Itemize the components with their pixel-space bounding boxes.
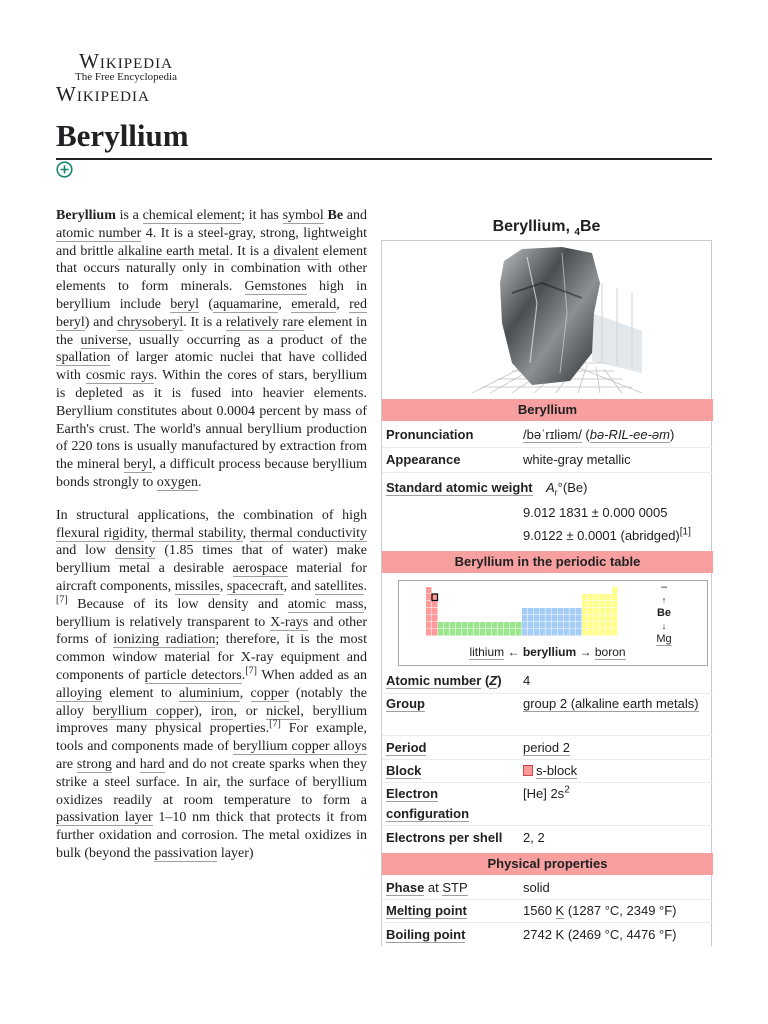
pt-cell: [540, 608, 546, 615]
reference[interactable]: [1]: [679, 526, 691, 538]
group-label: [386, 694, 518, 714]
pt-navigation: lithium ← beryllium → boron: [469, 645, 626, 659]
reference[interactable]: [7]: [56, 594, 68, 606]
pt-cell: [474, 622, 480, 629]
pt-cell: [510, 629, 516, 636]
pt-cell: [426, 594, 432, 601]
pt-cell: [606, 601, 612, 608]
pt-above: –: [660, 581, 668, 593]
link[interactable]: symbol: [282, 208, 324, 223]
row-separator: [382, 759, 713, 760]
melting-link[interactable]: Melting point: [386, 903, 467, 918]
row-separator: [382, 472, 713, 473]
periodic-table-header: Beryllium in the periodic table: [382, 551, 713, 573]
pt-cell: [534, 629, 540, 636]
period-label: [386, 738, 518, 758]
pt-cell: [432, 608, 438, 615]
period-value: [523, 738, 713, 758]
pt-cell: [600, 601, 606, 608]
pt-cell: [480, 622, 486, 629]
link[interactable]: beryllium copper: [92, 703, 194, 719]
pt-cell: [492, 622, 498, 629]
reference[interactable]: [7]: [269, 718, 281, 730]
pt-cell: [600, 594, 606, 601]
pt-cell: [594, 594, 600, 601]
pt-cell: [612, 622, 618, 629]
pt-cell: [588, 629, 594, 636]
pt-cell: [528, 629, 534, 636]
pt-cell: [576, 622, 582, 629]
pt-cell: [606, 629, 612, 636]
atomic-number-link[interactable]: Atomic number: [386, 673, 482, 688]
config-value: [He] $2s^2$: [523, 784, 570, 801]
phase-value: solid: [523, 880, 550, 895]
link[interactable]: density: [115, 543, 156, 559]
pt-cell: [594, 608, 600, 615]
group-link[interactable]: Group: [386, 696, 425, 711]
pt-cell: [582, 615, 588, 622]
link[interactable]: universe: [80, 332, 128, 348]
paragraph-1: Beryllium is a chemical element; it has symbol Be and atomic number 4. It is a steel-gray, strong, lightweight and brittle alkaline earth metal. It is a divalent element that occurs naturally only in combination with other elements to form minerals. Gemstones high in beryllium include beryl (aquamarine, emerald, red beryl) and chrysoberyl. It is a relatively rare element in the universe, usually occurring as a product of the spallation of larger atomic nuclei that have collided with cosmic rays. Within the cores of stars, beryllium is depleted as it is fused into heavier elements. Beryllium constitutes about 0.0004 percent by mass of Earth's crust. The world's annual beryllium production of 220 tons is usually manufactured by extraction from the mineral beryl, a difficult process because beryllium bonds strongly to oxygen.: [56, 208, 368, 490]
pt-cell: [522, 629, 528, 636]
pt-cell: [426, 629, 432, 636]
ipa-link[interactable]: /bəˈrɪliəm/: [523, 427, 582, 442]
link[interactable]: relatively rare: [225, 314, 305, 330]
pt-cell: [528, 608, 534, 615]
pronunciation-value: /bəˈrɪliəm/ (bə-RIL-ee-əm): [523, 427, 675, 442]
pt-cell: [594, 601, 600, 608]
periodic-table-mini[interactable]: [426, 587, 676, 643]
link[interactable]: beryl: [170, 296, 200, 312]
pt-cell: [522, 608, 528, 615]
s-block-swatch: [523, 765, 533, 776]
article-body: [56, 207, 367, 878]
pt-cell: [474, 629, 480, 636]
plus-circle-icon[interactable]: [56, 161, 73, 178]
pt-cell: [504, 622, 510, 629]
link[interactable]: spallation: [56, 350, 111, 366]
pt-cell: [432, 601, 438, 608]
link[interactable]: passivation layer: [56, 810, 153, 826]
pt-cell: [570, 629, 576, 636]
link[interactable]: red beryl: [56, 296, 367, 330]
pt-up-arrow: ↑: [661, 595, 667, 605]
link[interactable]: strong: [76, 756, 112, 772]
boiling-link[interactable]: Boiling point: [386, 927, 466, 942]
pt-cell: [534, 622, 540, 629]
pt-cell: [498, 622, 504, 629]
config-link[interactable]: Electron configuration: [386, 786, 470, 821]
group-value-link[interactable]: group 2 (alkaline earth metals): [523, 696, 699, 711]
pt-cell: [468, 629, 474, 636]
appearance-label: Appearance: [386, 452, 461, 467]
pt-cell: [540, 615, 546, 622]
row-separator: [382, 735, 713, 736]
pt-cell: [528, 622, 534, 629]
link[interactable]: ionizing radiation: [113, 632, 216, 648]
link[interactable]: thermal conductivity: [250, 525, 368, 541]
stp-link[interactable]: STP: [442, 880, 468, 895]
pt-cell: [486, 622, 492, 629]
respell-link[interactable]: bə-RIL-ee-əm: [589, 427, 670, 442]
pt-cell: [558, 615, 564, 622]
pt-cell: [582, 594, 588, 601]
link[interactable]: hard: [139, 756, 165, 772]
infobox: [381, 214, 712, 946]
pt-cell: [438, 622, 444, 629]
pt-cell: [594, 629, 600, 636]
atomic-number-value: 4: [523, 673, 531, 688]
pt-cell: [564, 608, 570, 615]
block-link[interactable]: Block: [386, 763, 422, 778]
pt-cell: [564, 615, 570, 622]
period-value-link[interactable]: period 2: [523, 740, 570, 755]
pt-cell: [480, 629, 486, 636]
pt-cell: [432, 615, 438, 622]
pt-cell: [534, 608, 540, 615]
link[interactable]: alkaline earth metal: [117, 243, 230, 259]
link[interactable]: oxygen: [156, 474, 198, 490]
pt-cell: [498, 629, 504, 636]
pt-cell: [552, 615, 558, 622]
pt-cell: [582, 629, 588, 636]
pt-cell: [456, 622, 462, 629]
pt-cell: [486, 629, 492, 636]
link[interactable]: spacecraft: [226, 578, 284, 594]
pt-cell: [612, 587, 618, 594]
group-value: [523, 694, 713, 714]
pt-cell: [606, 622, 612, 629]
link[interactable]: emerald: [291, 296, 337, 312]
shell-label: Electrons per shell: [386, 830, 503, 845]
pt-cell: [588, 608, 594, 615]
pt-cell: [564, 622, 570, 629]
page-title: Beryllium: [56, 118, 189, 153]
pt-cell: [522, 622, 528, 629]
link[interactable]: missiles: [174, 578, 220, 594]
pt-cell: [462, 629, 468, 636]
pt-cell: [432, 629, 438, 636]
melting-label: [386, 901, 518, 921]
boiling-label: [386, 925, 518, 945]
pt-cell: [456, 629, 462, 636]
pt-cell: [540, 629, 546, 636]
atomic-weight-symbol: $A_r^\circ(Be)$: [546, 480, 588, 498]
pt-cell: [600, 629, 606, 636]
period-link[interactable]: Period: [386, 740, 427, 755]
pt-cell: [606, 608, 612, 615]
pt-cell: [546, 615, 552, 622]
pt-cell: [450, 622, 456, 629]
pt-cell: [492, 629, 498, 636]
appearance-value: white-gray metallic: [523, 452, 631, 467]
pt-cell: [438, 629, 444, 636]
pt-cell: [426, 622, 432, 629]
pt-cell: [450, 629, 456, 636]
pt-cell: [540, 622, 546, 629]
link[interactable]: iron: [210, 703, 234, 719]
row-separator: [382, 782, 713, 783]
beryllium-photo[interactable]: [442, 243, 652, 397]
row-separator: [382, 825, 713, 826]
pt-cell: [612, 615, 618, 622]
pt-cell: [576, 615, 582, 622]
pt-cell: [462, 622, 468, 629]
shell-value: 2, 2: [523, 830, 545, 845]
pt-cell: [588, 594, 594, 601]
infobox-caption: Beryllium, $_4$Be: [492, 218, 601, 239]
pt-cell: [468, 622, 474, 629]
prev-element-link[interactable]: lithium: [469, 645, 505, 659]
pt-cell: [576, 629, 582, 636]
pt-cell: [516, 622, 522, 629]
reference[interactable]: [7]: [245, 665, 257, 677]
pronunciation-label: Pronunciation: [386, 427, 474, 442]
link[interactable]: aerospace: [232, 561, 288, 577]
link[interactable]: X-rays: [270, 614, 309, 630]
link[interactable]: beryl: [123, 457, 153, 473]
link[interactable]: alloying: [56, 685, 102, 701]
link[interactable]: Gemstones: [244, 279, 307, 295]
link[interactable]: atomic number: [56, 225, 142, 241]
pt-cell: [552, 622, 558, 629]
link[interactable]: divalent: [273, 243, 319, 259]
pt-cell: [612, 601, 618, 608]
link[interactable]: aquamarine: [213, 296, 279, 312]
pt-cell: [612, 629, 618, 636]
pt-cell: [600, 615, 606, 622]
pt-cell: [534, 615, 540, 622]
link[interactable]: copper: [250, 685, 289, 701]
wikipedia-logo[interactable]: [56, 50, 196, 105]
logo-wordmark-2: Wikipedia: [56, 82, 150, 106]
pt-cell: [426, 601, 432, 608]
next-element-link[interactable]: boron: [594, 645, 626, 659]
pt-cell: [558, 608, 564, 615]
pt-cell: [552, 608, 558, 615]
row-separator: [382, 899, 713, 900]
link[interactable]: beryllium copper alloys: [233, 739, 367, 755]
logo-tagline: The Free Encyclopedia: [74, 71, 177, 83]
pt-cell: [570, 622, 576, 629]
config-label: [386, 784, 518, 824]
pt-symbol: Be: [656, 607, 672, 619]
pt-cell: [576, 608, 582, 615]
pt-cell: [432, 622, 438, 629]
pt-cell: [426, 615, 432, 622]
block-label: [386, 761, 518, 781]
pt-cell: [546, 608, 552, 615]
link[interactable]: cosmic rays: [85, 368, 154, 384]
atomic-number-label: Atomic number (Z): [386, 673, 502, 688]
pt-cell: [594, 622, 600, 629]
pt-cell: [558, 629, 564, 636]
pt-cell: [606, 594, 612, 601]
logo-wordmark: Wikipedia: [79, 49, 173, 73]
link[interactable]: thermal stability: [151, 525, 243, 541]
link[interactable]: nickel: [266, 703, 301, 719]
pt-cell: [588, 622, 594, 629]
element-name-header: Beryllium: [382, 399, 713, 421]
pt-cell: [510, 622, 516, 629]
pt-cell: [600, 622, 606, 629]
pt-cell: [522, 615, 528, 622]
pt-cell: [528, 615, 534, 622]
paragraph-2: In structural applications, the combination of high flexural rigidity, thermal stability, thermal conductivity and low density (1.85 times that of water) make beryllium metal a desirable aerospace material for aircraft components, missiles, spacecraft, and satellites.[7] Because of its low density and atomic mass, beryllium is relatively transparent to X-rays and other forms of ionizing radiation; therefore, it is the most common window material for X-ray equipment and components of particle detectors.[7] When added as an alloying element to aluminium, copper (notably the alloy beryllium copper), iron, or nickel, beryllium improves many physical properties.[7] For example, tools and components made of beryllium copper alloys are strong and hard and do not create sparks when they strike a steel surface. In air, the surface of beryllium oxidizes readily at room temperature to form a passivation layer 1–10 nm thick that protects it from further oxidation and corrosion. The metal oxidizes in bulk (beyond the passivation layer): [56, 507, 368, 861]
pt-cell: [582, 601, 588, 608]
atomic-weight-label: [386, 478, 556, 498]
pt-cell: [588, 615, 594, 622]
pt-cell: [606, 615, 612, 622]
pt-cell: [432, 594, 438, 601]
mg-link[interactable]: Mg: [656, 633, 672, 645]
link[interactable]: particle detectors: [144, 667, 242, 683]
pt-cell: [594, 615, 600, 622]
pt-neighbors: [649, 581, 679, 646]
pt-cell: [558, 622, 564, 629]
atomic-weight-link[interactable]: Standard atomic weight: [386, 480, 533, 495]
link[interactable]: satellites: [314, 578, 364, 594]
pt-cell: [582, 608, 588, 615]
z-link[interactable]: Z: [489, 673, 498, 688]
pt-cell: [444, 629, 450, 636]
boiling-value: 2742 K (2469 °C, 4476 °F): [523, 927, 677, 942]
title-rule: [56, 158, 712, 160]
pt-cell: [570, 608, 576, 615]
pt-cell: [516, 629, 522, 636]
pt-cell: [552, 629, 558, 636]
phase-label: Phase at STP: [386, 880, 468, 895]
pt-cell: [426, 587, 432, 594]
link[interactable]: chrysoberyl: [117, 314, 184, 330]
link[interactable]: passivation: [154, 845, 218, 861]
physical-properties-header: Physical properties: [382, 853, 713, 875]
kelvin-link[interactable]: K: [555, 903, 565, 918]
pt-cell: [588, 601, 594, 608]
pt-cell: [612, 594, 618, 601]
pt-cell: [564, 629, 570, 636]
link[interactable]: aluminium: [179, 685, 240, 701]
pt-cell: [546, 622, 552, 629]
pt-cell: [546, 629, 552, 636]
infobox-frame: Beryllium Pronunciation /bəˈrɪliəm/ (bə-RIL-ee-əm) Appearance white-gray metallic Standard atomic weight $A_r^\circ(Be)$ 9.012 1831 ± 0.000 0005 9.0122 ± 0.0001 (abridged)[1] Beryllium in the periodic table – ↑ Be ↓ Mg lithium ← beryllium → boron Atomic number (Z) 4 Group group 2 (alkaline earth metals) Period period 2 Block s-block Electron configuration [He] $2s^2$ Electrons per shell 2, 2 Physical properties Phase at STP solid Melting point 1560 K (1287 °C, 2349 °F) Boiling point 2742 K (2469 °C, 4476 °F): [381, 240, 712, 946]
pt-cell: [600, 608, 606, 615]
link[interactable]: chemical element: [142, 208, 242, 223]
pt-cell: [612, 608, 618, 615]
pt-cell: [426, 608, 432, 615]
block-value: [523, 761, 713, 781]
pt-cell: [504, 629, 510, 636]
pt-cell: [570, 615, 576, 622]
block-value-link[interactable]: s-block: [536, 763, 578, 778]
link[interactable]: flexural rigidity: [56, 525, 144, 541]
link[interactable]: atomic mass: [287, 596, 364, 612]
phase-link[interactable]: Phase: [386, 880, 425, 895]
melting-value: 1560 K (1287 °C, 2349 °F): [523, 903, 677, 918]
row-separator: [382, 922, 713, 923]
pt-down-arrow: ↓: [661, 621, 667, 631]
pt-cell: [444, 622, 450, 629]
row-separator: [382, 447, 713, 448]
pt-cell: [582, 622, 588, 629]
